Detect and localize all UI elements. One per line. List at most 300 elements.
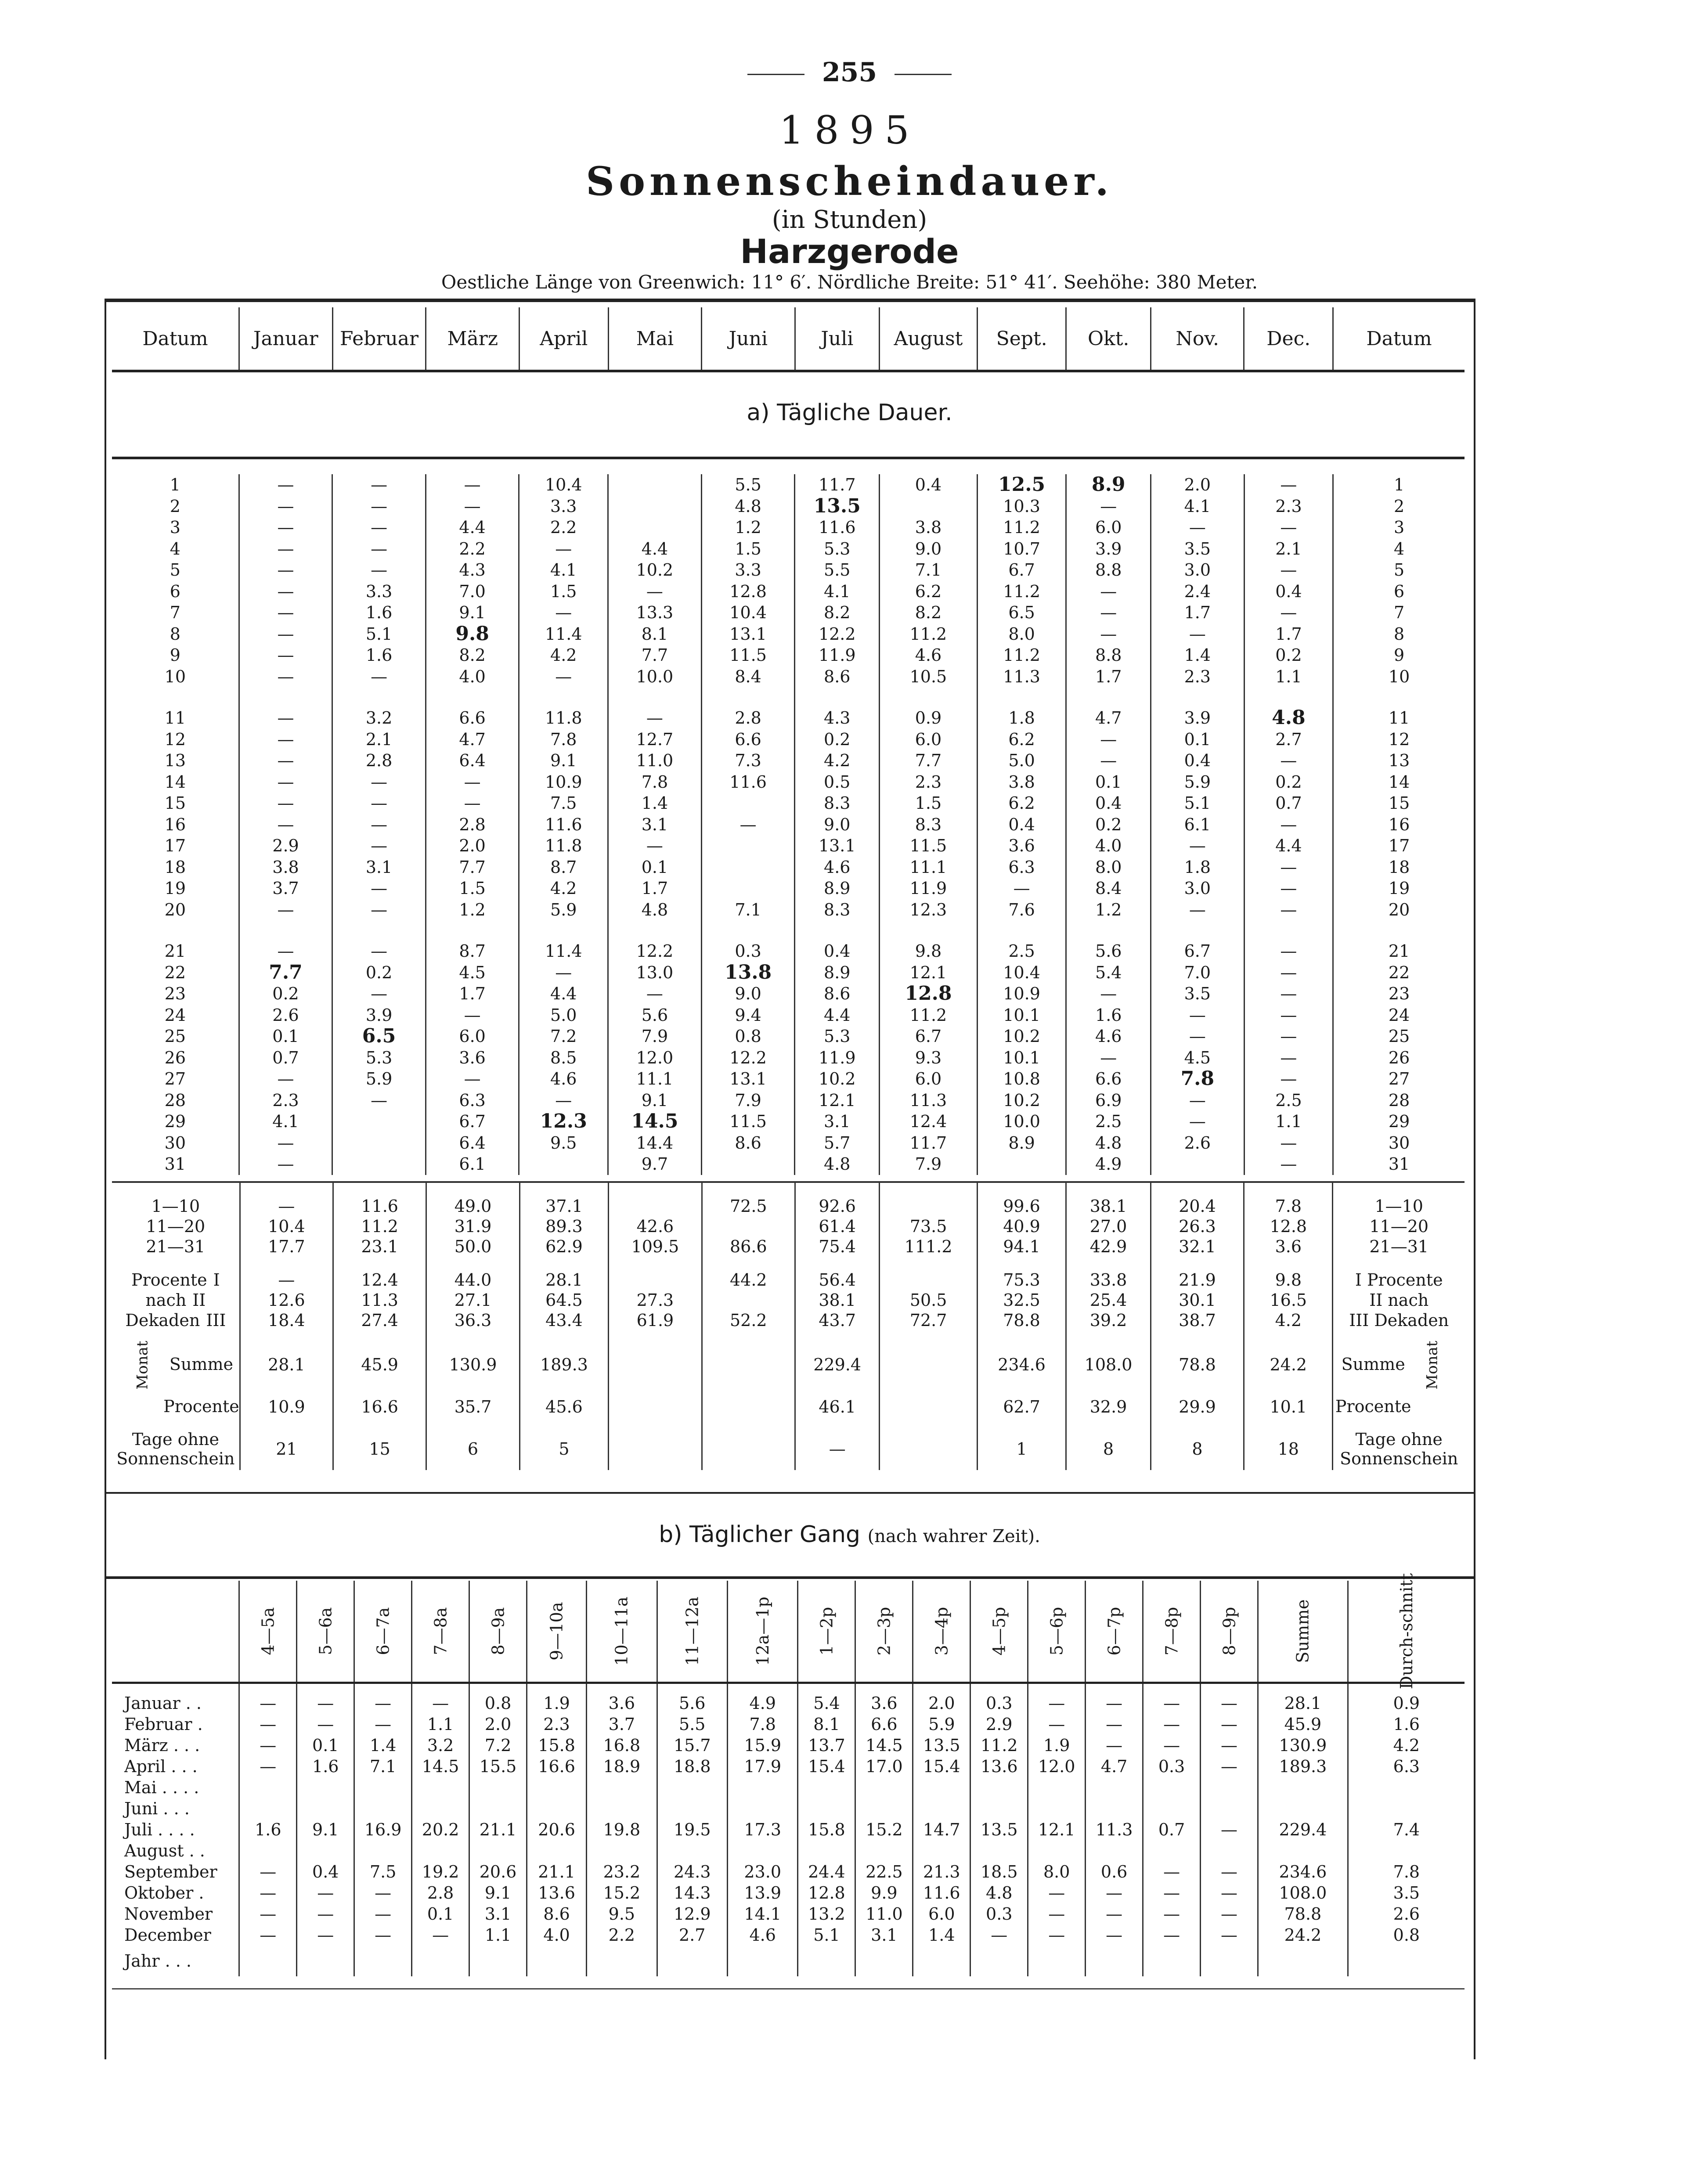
daily-value: 4.7 [426,729,519,750]
hourly-value: 2.0 [913,1693,970,1714]
tage-value: 21 [240,1428,333,1470]
hour-header-label: 5—6p [1047,1607,1067,1656]
hourly-value: — [1086,1735,1143,1756]
hourly-value [1143,1777,1201,1798]
hourly-value: 13.6 [527,1882,587,1903]
monat-value: 229.4 [795,1344,880,1386]
gap-cell [701,920,795,941]
daily-value: 11.2 [977,517,1066,538]
spacer-cell [1028,1683,1086,1693]
daily-value: 12.0 [608,1047,702,1069]
monat-label [112,1386,240,1428]
hourly-value: 0.3 [970,1693,1028,1714]
hourly-value: 0.9 [1348,1693,1465,1714]
daily-value: 2.5 [1066,1111,1151,1132]
day-number: 23 [1333,983,1465,1005]
daily-value: 4.0 [1066,835,1151,857]
hourly-value: — [412,1925,469,1946]
page-number: 255 [0,57,1699,88]
hour-header-cell [970,1581,1028,1683]
hourly-value [297,1798,354,1819]
hour-header-cell [354,1581,412,1683]
hourly-value [913,1777,970,1798]
table-row [112,559,1465,581]
gap-cell [795,920,880,941]
daily-value: 8.5 [519,1047,608,1069]
daily-value: 8.6 [795,983,880,1005]
procente-roman: II [192,1290,206,1310]
daily-value: 9.5 [519,1132,608,1154]
hourly-value: 4.6 [727,1925,798,1946]
daily-value: 1.6 [332,602,426,623]
table-row [112,496,1465,517]
daily-value: 10.3 [977,496,1066,517]
daily-value: 4.1 [795,581,880,602]
daily-value: 7.9 [608,1026,702,1047]
hourly-value: 4.7 [1086,1756,1143,1777]
daily-value: 2.3 [1151,666,1244,688]
hourly-value: — [239,1756,297,1777]
hourly-value: — [1143,1861,1201,1882]
decade-value: 99.6 [977,1196,1066,1216]
spacer-cell [1151,1330,1244,1344]
day-number: 19 [1333,878,1465,899]
daily-value: 12.8 [701,581,795,602]
hourly-value: 4.0 [527,1925,587,1946]
hourly-value: 2.0 [469,1714,527,1735]
daily-value: 3.9 [332,1005,426,1026]
daily-value: 1.2 [701,517,795,538]
daily-value: 8.3 [795,899,880,921]
monat-value: 78.8 [1151,1344,1244,1386]
station-coordinates: Oestliche Länge von Greenwich: 11° 6′. Nördliche Breite: 51° 41′. Seehöhe: 380 Meter. [441,271,1258,293]
hourly-value: 1.1 [412,1714,469,1735]
hourly-value: — [297,1693,354,1714]
hourly-value: 234.6 [1258,1861,1348,1882]
hourly-value: 189.3 [1258,1756,1348,1777]
day-number: 27 [1333,1068,1465,1090]
decade-label-right: 1—10 [1333,1196,1465,1216]
daily-value: — [1244,857,1333,878]
spacer-cell [1066,1182,1151,1196]
hourly-value: 0.8 [1348,1925,1465,1946]
hourly-value [798,1946,855,1976]
page-title: Sonnenscheindauer. [586,158,1113,205]
section-b-rule [105,1576,1474,1579]
decade-label: 21—31 [146,1237,206,1256]
hourly-value [727,1798,798,1819]
gap-cell [608,920,702,941]
daily-value: 7.3 [701,750,795,771]
table-row [112,1756,1465,1777]
procente-value: 28.1 [519,1270,608,1290]
hourly-value: 12.9 [657,1903,727,1925]
hourly-value [587,1777,657,1798]
daily-value: 10.7 [977,538,1066,560]
daily-value: 9.0 [880,538,978,560]
procente-value: 11.3 [333,1290,426,1310]
hourly-value: 1.9 [1028,1735,1086,1756]
hourly-value [1201,1798,1258,1819]
hourly-value [297,1946,354,1976]
decade-sum-row [112,1236,1465,1257]
monat-value: 16.6 [333,1386,426,1428]
procente-value: 12.4 [333,1270,426,1290]
table-row [112,1090,1465,1111]
daily-value: 4.8 [1244,707,1333,729]
hourly-value: — [1201,1925,1258,1946]
daily-value: — [1151,899,1244,921]
daily-value: 6.7 [426,1111,519,1132]
daily-value: 11.6 [519,814,608,836]
monat-value: 62.7 [977,1386,1066,1428]
hourly-value: — [1143,1714,1201,1735]
table-row [112,581,1465,602]
month-header-cell: Juni [702,307,795,371]
hour-header-label: 5—6a [316,1607,335,1655]
spacer-cell [1244,1330,1333,1344]
hourly-value [913,1946,970,1976]
hourly-value: 2.3 [527,1714,587,1735]
section-b-note: (nach wahrer Zeit). [867,1526,1040,1546]
day-number: 28 [164,1090,186,1110]
hourly-value: 8.1 [798,1714,855,1735]
daily-value: 0.2 [239,983,332,1005]
station-name: Harzgerode [740,232,959,271]
daily-value: — [1244,1005,1333,1026]
procente-row [112,1310,1465,1330]
spacer-cell [426,1330,519,1344]
daily-value: 4.0 [426,666,519,688]
table-row [112,1132,1465,1154]
day-number: 2 [170,496,180,516]
day-number: 5 [170,560,180,580]
daily-value: 1.4 [608,793,702,814]
daily-value: 8.4 [1066,878,1151,899]
hourly-value: — [1201,1882,1258,1903]
month-header-cell: Mai [608,307,701,371]
spacer-cell [1333,1182,1465,1196]
daily-value [977,1153,1066,1175]
procente-value: 36.3 [426,1310,519,1330]
spacer-cell [1066,1257,1151,1270]
daily-value: — [1066,1047,1151,1069]
procente-value: 27.1 [426,1290,519,1310]
hour-header-cell [1086,1581,1143,1683]
spacer-cell [1244,1182,1333,1196]
daily-value: — [239,645,332,666]
tage-value: — [795,1428,880,1470]
hourly-value: — [297,1714,354,1735]
spacer-cell [727,1683,798,1693]
table-row [112,835,1465,857]
hourly-value [354,1798,412,1819]
hourly-month-label: März . . . [124,1736,200,1755]
table-row [112,814,1465,836]
daily-value: 13.1 [795,835,880,857]
daily-value: 2.4 [1151,581,1244,602]
daily-value: 4.2 [519,645,608,666]
daily-value: 0.1 [1066,771,1151,793]
daily-value: 2.0 [426,835,519,857]
daily-value: 6.0 [880,1068,978,1090]
daily-value [608,496,702,517]
daily-value: 9.1 [608,1090,702,1111]
day-number: 4 [1333,538,1465,560]
daily-value: 11.6 [795,517,880,538]
daily-value: 12.1 [795,1090,880,1111]
daily-value: 11.9 [880,878,978,899]
procente-value: 33.8 [1066,1270,1151,1290]
hourly-value [354,1946,412,1976]
day-number: 3 [170,518,180,537]
hourly-value: — [1028,1903,1086,1925]
hourly-month-label: September [124,1862,217,1881]
daily-value: 2.5 [1244,1090,1333,1111]
daily-value [519,1153,608,1175]
daily-value [332,1153,426,1175]
daily-value: 9.4 [701,1005,795,1026]
table-row [112,1925,1465,1946]
hourly-value [469,1840,527,1861]
daily-value: 3.3 [701,559,795,581]
hourly-value: 130.9 [1258,1735,1348,1756]
daily-value: — [332,878,426,899]
daily-value: 6.4 [426,1132,519,1154]
decade-value: 49.0 [426,1196,519,1216]
daily-value [701,835,795,857]
hourly-value [297,1777,354,1798]
hour-header-label: 3—4p [932,1607,952,1656]
daily-value: 4.8 [701,496,795,517]
hourly-value: 15.2 [587,1882,657,1903]
monat-value: 45.9 [333,1344,426,1386]
daily-value: 4.6 [1066,1026,1151,1047]
procente-value: 18.4 [240,1310,333,1330]
day-number: 14 [1333,771,1465,793]
daily-value: 7.9 [880,1153,978,1175]
daily-value: 0.2 [795,729,880,750]
daily-value: — [1151,835,1244,857]
hourly-value: — [1143,1925,1201,1946]
hourly-value: — [1028,1714,1086,1735]
daily-value: 0.2 [1244,771,1333,793]
hour-header-label: 11—12a [682,1597,702,1666]
table-row [112,1693,1465,1714]
daily-value: 2.9 [239,835,332,857]
daily-value: 6.7 [977,559,1066,581]
daily-value: 11.9 [795,645,880,666]
spacer-cell [1151,1257,1244,1270]
daily-value: 11.9 [795,1047,880,1069]
daily-value: — [1244,941,1333,962]
month-header-cell: Okt. [1066,307,1151,371]
hour-header-cell [469,1581,527,1683]
decade-label: 11—20 [146,1217,206,1236]
hour-header-cell [412,1581,469,1683]
hour-header-label: 6—7p [1104,1607,1124,1656]
daily-value: 12.2 [608,941,702,962]
day-number: 31 [164,1154,186,1174]
tage-label-line2: Sonnenschein [116,1449,235,1468]
hourly-value: 1.9 [527,1693,587,1714]
hourly-value: 9.9 [855,1882,913,1903]
hourly-value: 15.2 [855,1819,913,1840]
hourly-value: — [1086,1903,1143,1925]
spacer-row [112,1330,1465,1344]
gap-cell [112,687,239,707]
daily-value: 12.4 [880,1111,978,1132]
section-b-title-text: b) Täglicher Gang [659,1521,861,1548]
hour-header-label: 7—8p [1162,1607,1182,1656]
hour-header-cell [657,1581,727,1683]
daily-value: 11.2 [880,1005,978,1026]
daily-value: — [239,474,332,496]
daily-value: 8.7 [426,941,519,962]
hourly-value: 6.6 [855,1714,913,1735]
day-number: 2 [1333,496,1465,517]
daily-value: — [1244,899,1333,921]
daily-value: 0.8 [701,1026,795,1047]
spacer-cell [609,1257,702,1270]
hourly-value: 0.3 [970,1903,1028,1925]
procente-value: 44.0 [426,1270,519,1290]
daily-value: 2.3 [239,1090,332,1111]
daily-value: 7.1 [880,559,978,581]
spacer-row [112,1182,1465,1196]
hourly-value: — [1201,1693,1258,1714]
daily-value: 5.0 [519,1005,608,1026]
daily-value: — [1151,1026,1244,1047]
decade-value: 26.3 [1151,1216,1244,1236]
daily-value: — [519,666,608,688]
hourly-value [855,1798,913,1819]
daily-value: 2.7 [1244,729,1333,750]
day-number: 6 [1333,581,1465,602]
spacer-cell [795,1257,880,1270]
hourly-value: 16.8 [587,1735,657,1756]
hourly-value: 2.6 [1348,1903,1465,1925]
hourly-value [727,1840,798,1861]
decade-value: 11.6 [333,1196,426,1216]
decade-value: 61.4 [795,1216,880,1236]
daily-value: 4.8 [795,1153,880,1175]
daily-value: 3.9 [1151,707,1244,729]
hourly-value: 11.6 [913,1882,970,1903]
procente-value: 64.5 [519,1290,608,1310]
hourly-value: — [1028,1693,1086,1714]
decade-value: 12.8 [1244,1216,1333,1236]
hourly-value [354,1777,412,1798]
day-number: 3 [1333,517,1465,538]
daily-value: 7.6 [977,899,1066,921]
hourly-value: 14.1 [727,1903,798,1925]
hourly-value: 15.4 [798,1756,855,1777]
daily-value: 11.3 [880,1090,978,1111]
hourly-value: — [297,1925,354,1946]
day-number: 21 [1333,941,1465,962]
day-number: 4 [170,539,180,559]
tage-value [609,1428,702,1470]
hourly-corner [112,1581,239,1683]
daily-value: 10.0 [977,1111,1066,1132]
daily-value: 4.7 [1066,707,1151,729]
gap-cell [1333,920,1465,941]
spacer-cell [1201,1683,1258,1693]
hourly-value: 3.7 [587,1714,657,1735]
decade-label: 1—10 [151,1197,200,1216]
monat-value: 32.9 [1066,1386,1151,1428]
day-number: 20 [1333,899,1465,921]
spacer-cell [587,1683,657,1693]
daily-value: 0.2 [1066,814,1151,836]
hourly-value: 7.5 [354,1861,412,1882]
spacer-cell [412,1683,469,1693]
hourly-value: 5.1 [798,1925,855,1946]
daily-value: 7.2 [519,1026,608,1047]
daily-value: 9.1 [519,750,608,771]
daily-value: 8.9 [795,878,880,899]
daily-value: — [1244,1026,1333,1047]
section-a-rule [112,457,1465,459]
daily-value: 3.1 [795,1111,880,1132]
daily-value: 1.5 [880,793,978,814]
day-number: 1 [1333,474,1465,496]
hourly-month-label: November [124,1904,213,1924]
daily-value: 11.2 [977,645,1066,666]
procente-label-text: Procente [131,1270,207,1290]
daily-value: 1.7 [1066,666,1151,688]
procente-value: 4.2 [1244,1310,1333,1330]
monat-procente-label: Procente [163,1397,239,1416]
day-number: 30 [1333,1132,1465,1154]
daily-value: 1.4 [1151,645,1244,666]
monat-vertical-label-right: Monat [1423,1341,1441,1390]
hourly-value [657,1840,727,1861]
hourly-value: — [297,1903,354,1925]
daily-value: 14.5 [608,1111,702,1132]
hour-header-cell [587,1581,657,1683]
daily-value: — [332,814,426,836]
month-header-cell: August [880,307,978,371]
spacer-cell [702,1330,795,1344]
table-row [112,1153,1465,1175]
daily-value: — [1066,983,1151,1005]
daily-value: — [239,707,332,729]
daily-value: 2.6 [239,1005,332,1026]
day-number: 10 [164,667,186,686]
procente-value: 75.3 [977,1270,1066,1290]
daily-value: 12.2 [795,623,880,645]
hourly-value: — [1201,1735,1258,1756]
hourly-value: 19.8 [587,1819,657,1840]
daily-value: — [239,771,332,793]
table-row [112,1111,1465,1132]
daily-value: 0.1 [239,1026,332,1047]
daily-value: — [1066,623,1151,645]
spacer-cell [880,1257,977,1270]
hourly-value: 14.3 [657,1882,727,1903]
daily-value: 10.4 [519,474,608,496]
hourly-value: 9.1 [297,1819,354,1840]
hourly-value: 21.1 [469,1819,527,1840]
hourly-value: 4.8 [970,1882,1028,1903]
daily-value [332,1111,426,1132]
decade-gap [112,920,1465,941]
daily-value: 6.7 [880,1026,978,1047]
daily-value: 1.2 [426,899,519,921]
hourly-value: 17.9 [727,1756,798,1777]
